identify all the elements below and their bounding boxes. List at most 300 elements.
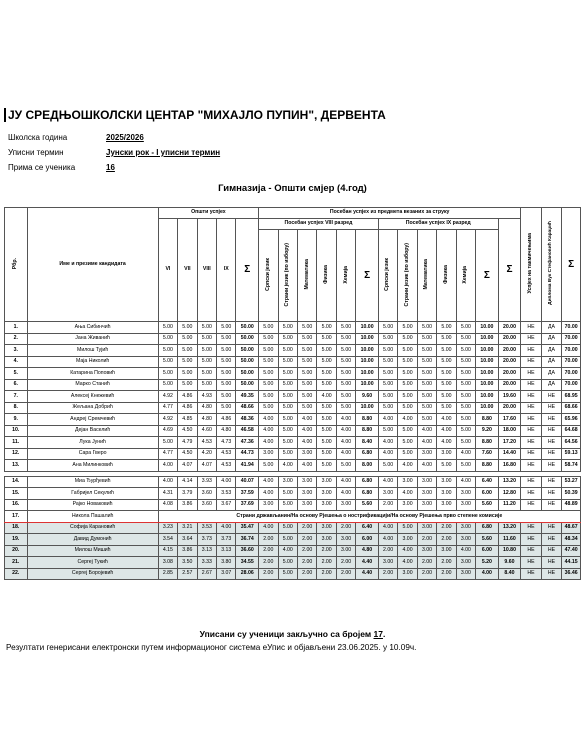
special9-grade: 3.00 [417,545,436,557]
special8-grade: 2.00 [336,522,355,534]
diploma-value: НЕ [541,414,561,426]
general-grade: 4.93 [197,391,216,403]
special8-sum: 4.40 [356,557,379,569]
special9-grade: 5.00 [456,437,475,449]
special8-grade: 5.00 [278,568,297,580]
general-grade: 3.93 [197,476,216,488]
table-row [5,356,581,368]
special8-grade: 5.00 [259,368,278,380]
special8-grade: 5.00 [297,379,316,391]
special8-grade: 4.00 [259,522,278,534]
general-grade: 5.00 [217,345,236,357]
special-sum: 20.00 [498,379,521,391]
general-grade: 3.73 [217,534,236,546]
diploma-value: НЕ [541,476,561,488]
special8-sum: 6.00 [356,534,379,546]
total-score: 44.15 [562,557,581,569]
special8-grade: 3.00 [297,448,316,460]
general-grade: 5.00 [217,402,236,414]
special-sum: 11.60 [498,534,521,546]
special9-grade: 3.00 [378,557,397,569]
competitions-value: НЕ [521,448,541,460]
table-row [5,379,581,391]
special8-grade: 5.00 [317,368,336,380]
special8-sum: 9.60 [356,391,379,403]
special8-sum: 4.40 [356,568,379,580]
special8-grade: 5.00 [336,379,355,391]
special8-grade: 4.00 [336,476,355,488]
special9-grade: 3.00 [437,488,456,500]
general-grade: 4.77 [158,448,177,460]
special9-grade: 5.00 [398,425,417,437]
year-value: 2025/2026 [106,133,144,142]
general-grade: 3.80 [217,557,236,569]
special8-grade: 3.00 [317,488,336,500]
general-grade: 5.00 [158,437,177,449]
total-score: 36.46 [562,568,581,580]
special8-grade: 5.00 [259,460,278,472]
special8-grade: 5.00 [278,557,297,569]
special8-grade: 5.00 [317,379,336,391]
row-number: 7. [5,391,28,403]
special8-sum: 8.00 [356,460,379,472]
special9-grade: 5.00 [378,402,397,414]
special9-sum: 8.80 [476,460,499,472]
general-grade: 3.53 [197,522,216,534]
general-grade: 5.00 [158,345,177,357]
special8-grade: 5.00 [278,499,297,511]
count-value: 16 [106,163,115,172]
special9-sum: 6.80 [476,522,499,534]
general-grade: 4.85 [178,414,197,426]
special8-grade: 3.00 [278,476,297,488]
special9-sum: 10.00 [476,345,499,357]
special-sum: 14.40 [498,448,521,460]
special8-grade: 5.00 [297,333,316,345]
total-score: 59.13 [562,448,581,460]
special8-sum: 6.80 [356,476,379,488]
special8-grade: 3.00 [317,522,336,534]
total-score: 70.00 [562,368,581,380]
school-title: ЈУ СРЕДЊОШКОЛСКИ ЦЕНТАР "МИХАЈЛО ПУПИН", ДЕРВЕНТА [8,108,386,122]
general-grade: 5.00 [178,345,197,357]
special8-grade: 5.00 [278,414,297,426]
special-row-note: Страни држављанин/На основу Рјешења о нострификацији/На основу Рјешења прво степене комисије [158,511,580,523]
row-number: 17. [5,511,28,523]
footer-enrolled-note: Уписани су ученици закључно са бројем 17. [199,629,386,639]
competitions-value: НЕ [521,545,541,557]
general-grade: 3.86 [178,499,197,511]
row-number: 1. [5,322,28,334]
special9-grade: 3.00 [437,545,456,557]
candidate-name: Маја Николић [27,356,158,368]
row-number: 3. [5,345,28,357]
special9-grade: 4.00 [456,476,475,488]
special9-grade: 5.00 [378,460,397,472]
special-sum: 8.40 [498,568,521,580]
special8-grade: 5.00 [336,402,355,414]
special9-grade: 5.00 [417,402,436,414]
candidate-name: Сергеј Боројевић [27,568,158,580]
special8-grade: 5.00 [278,425,297,437]
general-grade: 5.00 [178,322,197,334]
total-score: 70.00 [562,345,581,357]
general-grade: 3.79 [178,488,197,500]
candidate-name: Никола Пашалић [27,511,158,523]
general-grade: 4.20 [197,448,216,460]
general-grade: 4.14 [178,476,197,488]
general-sum: 48.66 [236,402,259,414]
competitions-value: НЕ [521,488,541,500]
candidate-name: Габријел Секулић [27,488,158,500]
special8-grade: 2.00 [297,568,316,580]
row-number: 13. [5,460,28,472]
diploma-value: НЕ [541,402,561,414]
special-sum: 10.80 [498,545,521,557]
special9-grade: 5.00 [456,368,475,380]
general-grade: 3.50 [178,557,197,569]
total-score: 50.39 [562,488,581,500]
diploma-value: НЕ [541,568,561,580]
special9-sum: 9.20 [476,425,499,437]
competitions-value: НЕ [521,499,541,511]
diploma-value: НЕ [541,460,561,472]
general-sum: 49.35 [236,391,259,403]
header-grade-8: VIII [197,219,216,322]
special9-grade: 4.00 [398,557,417,569]
special8-grade: 2.00 [336,568,355,580]
special8-grade: 5.00 [317,402,336,414]
special9-grade: 4.00 [378,448,397,460]
row-number: 4. [5,356,28,368]
header-s8-chemistry: Хемија [336,230,355,322]
general-grade: 4.00 [158,460,177,472]
general-grade: 3.60 [197,488,216,500]
general-sum: 46.58 [236,425,259,437]
header-s9-math: Математика [417,230,436,322]
general-grade: 5.00 [197,368,216,380]
special9-grade: 3.00 [437,448,456,460]
title-accent-bar [4,108,6,122]
special8-grade: 2.00 [297,557,316,569]
general-grade: 4.69 [158,425,177,437]
special8-grade: 3.00 [336,534,355,546]
special8-grade: 4.00 [297,460,316,472]
special9-sum: 7.60 [476,448,499,460]
competitions-value: НЕ [521,322,541,334]
header-grade-7: VII [178,219,197,322]
special8-grade: 5.00 [278,488,297,500]
special9-grade: 4.00 [398,414,417,426]
special9-grade: 2.00 [437,522,456,534]
general-grade: 3.13 [217,545,236,557]
competitions-value: НЕ [521,356,541,368]
special9-grade: 5.00 [437,345,456,357]
general-grade: 5.00 [178,333,197,345]
general-grade: 5.00 [178,356,197,368]
special9-grade: 2.00 [437,534,456,546]
special8-sum: 10.00 [356,402,379,414]
row-number: 16. [5,499,28,511]
competitions-value: НЕ [521,368,541,380]
candidate-name: Жељана Добрић [27,402,158,414]
general-grade: 2.67 [197,568,216,580]
special9-grade: 5.00 [437,333,456,345]
general-grade: 2.85 [158,568,177,580]
special9-grade: 2.00 [378,545,397,557]
special-sum: 20.00 [498,368,521,380]
candidate-name: Јана Живанић [27,333,158,345]
general-sum: 41.94 [236,460,259,472]
special9-grade: 3.00 [417,476,436,488]
general-grade: 5.00 [158,356,177,368]
header-rbr: Рбр. [5,208,28,322]
special9-grade: 2.00 [437,568,456,580]
total-score: 70.00 [562,379,581,391]
general-grade: 5.00 [217,322,236,334]
diploma-value: НЕ [541,448,561,460]
special-sum: 13.20 [498,476,521,488]
general-grade: 5.00 [158,368,177,380]
general-grade: 4.07 [197,460,216,472]
special9-grade: 4.00 [378,476,397,488]
special-sum: 20.00 [498,356,521,368]
footer-enrolled-number: 17 [373,629,383,639]
general-grade: 5.00 [197,345,216,357]
table-row [5,499,581,511]
diploma-value: ДА [541,379,561,391]
header-general-sum: Σ [236,219,259,322]
general-grade: 4.73 [217,437,236,449]
general-grade: 3.73 [197,534,216,546]
special8-grade: 5.00 [336,333,355,345]
general-sum: 50.00 [236,322,259,334]
general-sum: 50.00 [236,345,259,357]
special8-sum: 5.60 [356,499,379,511]
candidate-name: Катарина Поповић [27,368,158,380]
special8-grade: 5.00 [259,356,278,368]
general-sum: 36.60 [236,545,259,557]
special9-grade: 3.00 [398,568,417,580]
special8-grade: 3.00 [297,476,316,488]
table-row [5,402,581,414]
special-sum: 16.80 [498,460,521,472]
special9-grade: 5.00 [398,379,417,391]
row-number: 14. [5,476,28,488]
total-score: 70.00 [562,333,581,345]
general-grade: 4.80 [197,402,216,414]
special9-grade: 5.00 [437,391,456,403]
program-subtitle: Гимназија - Општи смјер (4.год) [218,183,367,194]
special8-grade: 2.00 [336,557,355,569]
table-row [5,425,581,437]
special9-grade: 4.00 [398,545,417,557]
candidate-name: Софија Карановић [27,522,158,534]
special8-sum: 10.00 [356,356,379,368]
special8-grade: 4.00 [259,425,278,437]
special8-grade: 2.00 [259,545,278,557]
special9-grade: 4.00 [437,414,456,426]
special-sum: 17.60 [498,414,521,426]
special8-grade: 5.00 [317,448,336,460]
special8-grade: 5.00 [278,333,297,345]
special9-sum: 8.80 [476,437,499,449]
special9-grade: 5.00 [417,322,436,334]
total-score: 48.89 [562,499,581,511]
table-row [5,322,581,334]
special8-grade: 5.00 [278,345,297,357]
special-sum: 9.60 [498,557,521,569]
table-row [5,534,581,546]
special8-grade: 3.00 [336,545,355,557]
special8-sum: 4.80 [356,545,379,557]
candidate-name: Милош Мишић [27,545,158,557]
special9-grade: 3.00 [456,568,475,580]
special8-grade: 3.00 [317,534,336,546]
special8-grade: 5.00 [297,368,316,380]
table-row [5,333,581,345]
diploma-value: НЕ [541,391,561,403]
competitions-value: НЕ [521,391,541,403]
diploma-value: ДА [541,368,561,380]
general-grade: 2.57 [178,568,197,580]
special9-sum: 10.00 [476,322,499,334]
table-row [5,568,581,580]
special8-grade: 5.00 [278,379,297,391]
special-sum: 18.00 [498,425,521,437]
general-grade: 4.00 [217,476,236,488]
special9-grade: 5.00 [417,345,436,357]
special9-grade: 3.00 [456,522,475,534]
special8-grade: 2.00 [297,545,316,557]
special8-grade: 5.00 [278,322,297,334]
special8-grade: 5.00 [297,356,316,368]
special8-grade: 5.00 [336,368,355,380]
header-special-sum: Σ [498,219,521,322]
diploma-value: НЕ [541,425,561,437]
special9-grade: 2.00 [437,557,456,569]
total-score: 68.66 [562,402,581,414]
special-sum: 11.20 [498,499,521,511]
special8-grade: 5.00 [297,402,316,414]
special8-grade: 4.00 [336,488,355,500]
general-grade: 4.50 [178,425,197,437]
row-number: 20. [5,545,28,557]
row-number: 6. [5,379,28,391]
special8-sum: 10.00 [356,322,379,334]
special9-grade: 5.00 [398,333,417,345]
general-sum: 34.55 [236,557,259,569]
row-number: 22. [5,568,28,580]
special8-grade: 4.00 [259,488,278,500]
special8-grade: 5.00 [278,402,297,414]
total-score: 70.00 [562,322,581,334]
table-row [5,545,581,557]
special9-sum: 10.00 [476,333,499,345]
special9-grade: 4.00 [398,488,417,500]
competitions-value: НЕ [521,333,541,345]
special9-sum: 10.00 [476,391,499,403]
special9-grade: 5.00 [417,356,436,368]
special9-grade: 4.00 [456,448,475,460]
candidate-name: Марко Станић [27,379,158,391]
special9-grade: 5.00 [398,522,417,534]
special8-grade: 5.00 [317,333,336,345]
header-s8-sum: Σ [356,230,379,322]
special9-grade: 3.00 [417,522,436,534]
special9-grade: 5.00 [398,402,417,414]
diploma-value: ДА [541,333,561,345]
special9-grade: 5.00 [437,322,456,334]
general-sum: 48.36 [236,414,259,426]
special9-grade: 5.00 [378,356,397,368]
table-row [5,460,581,472]
special9-grade: 3.00 [417,488,436,500]
candidate-name: Алексеј Кнежевић [27,391,158,403]
total-score: 68.95 [562,391,581,403]
general-grade: 5.00 [197,356,216,368]
special8-grade: 2.00 [259,568,278,580]
header-special9: Посебан успјех IX разред [378,219,498,230]
special9-grade: 3.00 [456,557,475,569]
row-number: 18. [5,522,28,534]
special9-sum: 5.60 [476,499,499,511]
results-table [4,207,581,580]
table-row [5,368,581,380]
special8-sum: 6.80 [356,448,379,460]
special9-grade: 2.00 [378,568,397,580]
special8-grade: 2.00 [259,557,278,569]
special9-grade: 4.00 [437,425,456,437]
row-number: 21. [5,557,28,569]
special9-grade: 4.00 [378,414,397,426]
special9-grade: 3.00 [398,499,417,511]
special9-grade: 4.00 [378,437,397,449]
special9-grade: 4.00 [417,437,436,449]
special-sum: 20.00 [498,345,521,357]
general-grade: 5.00 [217,379,236,391]
special8-grade: 2.00 [317,557,336,569]
diploma-value: ДА [541,322,561,334]
special8-sum: 10.00 [356,333,379,345]
header-grade-9: IX [217,219,236,322]
header-total: Σ [562,208,581,322]
general-sum: 44.73 [236,448,259,460]
row-number: 12. [5,448,28,460]
row-number: 9. [5,414,28,426]
header-s9-serbian: Српски језик [378,230,397,322]
header-s9-chemistry: Хемија [456,230,475,322]
competitions-value: НЕ [521,425,541,437]
table-row [5,488,581,500]
general-grade: 4.07 [178,460,197,472]
special9-grade: 5.00 [456,345,475,357]
special8-grade: 5.00 [278,391,297,403]
special8-sum: 8.40 [356,437,379,449]
header-special: Посебан успјех из предмета везаних за струку [259,208,521,219]
special9-grade: 5.00 [398,356,417,368]
total-score: 64.68 [562,425,581,437]
special9-grade: 5.00 [437,379,456,391]
special9-grade: 5.00 [378,368,397,380]
special9-grade: 5.00 [378,379,397,391]
special9-grade: 5.00 [437,402,456,414]
diploma-value: ДА [541,345,561,357]
candidate-name: Давид Думонић [27,534,158,546]
special9-grade: 5.00 [378,322,397,334]
general-grade: 4.53 [197,437,216,449]
special9-grade: 5.00 [456,391,475,403]
